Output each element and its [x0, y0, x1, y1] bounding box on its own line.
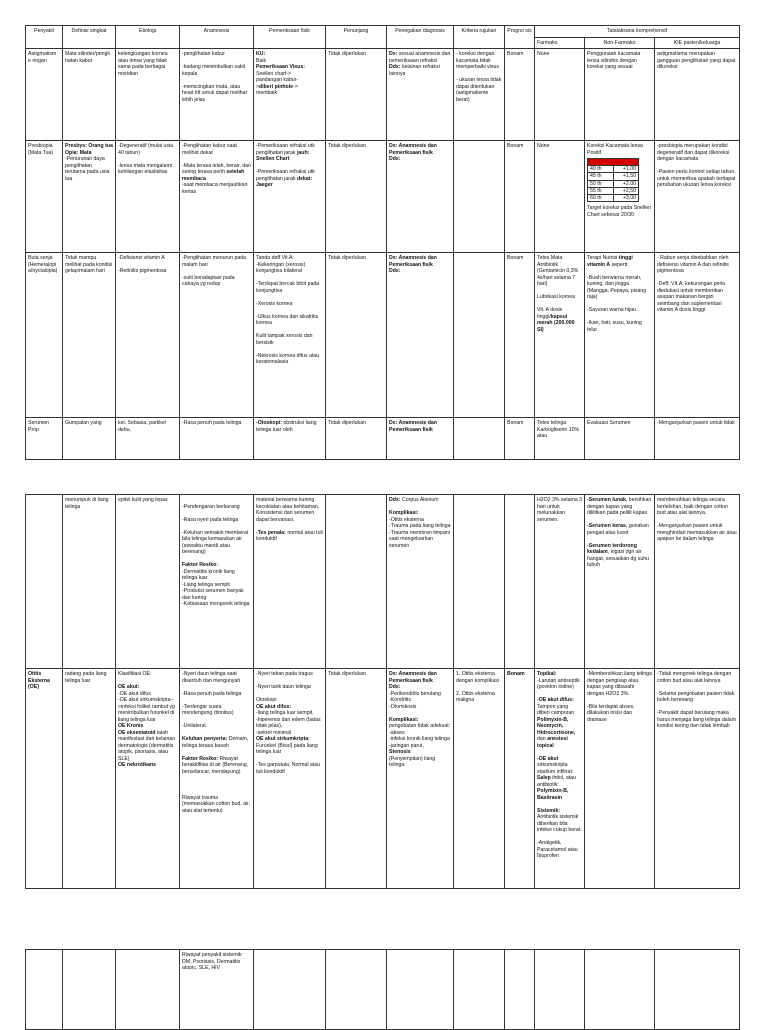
header-row [26, 26, 740, 38]
header-anamnesis: Anamnesis [180, 26, 254, 49]
header-prognosis: Progno sis [505, 26, 535, 49]
table-row [26, 253, 740, 418]
cell-prognosis: Bonam [505, 669, 535, 889]
table-row [26, 418, 740, 460]
cell-penunjang [326, 950, 387, 1030]
cell-penunjang: Tidak diperlukan [326, 49, 387, 141]
cell-penyakit: Presbiopia (Mata Tua) [26, 141, 63, 253]
cell-farmako: None [535, 49, 585, 141]
cell-penunjang: Tidak diperlukan [326, 253, 387, 418]
lens-row: 55 th +2,50 [588, 187, 639, 194]
cell-definisi: Gumpalan yang [63, 418, 116, 460]
cell-penegakan: Dx: Anamnesis dan Pemeriksaan fisik [387, 418, 454, 460]
cell-penegakan: Dx: Anamnesis dan Pemeriksaan fisik Ddx: [387, 253, 454, 418]
cell-penyakit [26, 495, 63, 669]
cell-farmako: H2O2 3% selama 3 hari untuk melunakkan serumen. [535, 495, 585, 669]
cell-non-farmako: Penggunaan kacamata lensa silindris dengan koreksi yang sesuai [585, 49, 655, 141]
cell-pemeriksaan-fisik: KU: Baik Pemeriksaan Visus: Snellen chart-> pandangan kabur- >diberi pinhole-> membaik [254, 49, 326, 141]
cell-prognosis: Bonam [505, 253, 535, 418]
cell-etiologi [116, 950, 180, 1030]
cell-etiologi: -Defisiensi vitamin A -Retinitis pigmentosa [116, 253, 180, 418]
cell-definisi: Mata silinder/pengli hatan kabur [63, 49, 116, 141]
cell-definisi: radang pada liang telinga luar [63, 669, 116, 889]
cell-non-farmako: Evakuasi Serumen [585, 418, 655, 460]
cell-kriteria [454, 495, 505, 669]
cell-penunjang [326, 495, 387, 669]
cell-prognosis [505, 950, 535, 1030]
table-page-1 [25, 25, 740, 460]
document [25, 25, 739, 1030]
cell-farmako: Tetes Mata Antibiotik (Gentamicin 0,3% 4x/hari selama 7 hari) Lubrikasi kornea Vit. A dosis tinggi/kapsul merah (200.000 SI) [535, 253, 585, 418]
page-break [25, 460, 739, 494]
cell-penyakit [26, 950, 63, 1030]
table-page-2 [25, 494, 740, 889]
header-penunjang: Penunjang [326, 26, 387, 49]
cell-pemeriksaan-fisik: material berwarna kuning kecoklatan atau kehitaman. Konsistensi dari serumen dapat bervariasi. -Tes penala: normal atau tuli konduktif [254, 495, 326, 669]
cell-farmako: Topikal: -Larutan antiseptik (povidon iodine) -OE akut difus: Tampon yang diberi campuran Polimyxin-B, Neomycin, Hidrocortisone, dan anestesi topical -OE akut sirkumskripta stadium infiltrat: Salep ihtiol, atau antibiotik: Polymixin-B, Basitrasin Sistemik: Antibiotik sistemik diberikan bila infeksi cukup berat. -Analgetik, Paracetamol atau Ibuprofen [535, 669, 585, 889]
cell-anamnesis: -Penglihatan menurun pada malam hari -sulit beradaptasi pada cahaya yg redup [180, 253, 254, 418]
cell-definisi: menumpuk di liang telinga [63, 495, 116, 669]
cell-kie: -Menganjurkan pasien untuk tidak [655, 418, 740, 460]
header-pemeriksaan-fisik: Pemeriksaan fisik [254, 26, 326, 49]
page-break [25, 889, 739, 949]
cell-pemeriksaan-fisik: -Otoskopi: obstruksi liang telinga luar oleh [254, 418, 326, 460]
cell-pemeriksaan-fisik: -Nyeri tekan pada tragus -Nyeri tarik daun telinga Otoskopi OE akut difus: -liang telinga luar sempit, -hiperemis dan edem (batas tidak jelas), -sekret minimal OE akut sirkumkripta: Furunkel (Bisul) pada liang telinga luar -Tes garputala: Normal atau tuli konduktif [254, 669, 326, 889]
cell-pemeriksaan-fisik: -Pemeriksaan refraksi utk penglihatan jarak jauh: Snellen Chart -Pemeriksaan refraksi utk penglihatan jarak dekat: Jaeger [254, 141, 326, 253]
cell-kie: - Rabun senja disebabkan oleh defisiensi vitamin A dan retinitis pigmentosa -Deff. VIt.A: kekurangan perlu diedukasi untuk memberikan asupan makanan bergizi seimbang dan suplementasi vitamin A dosis tinggi [655, 253, 740, 418]
cell-penegakan: Dx: sesuai anamnesis dan pemeriksaan refraksi Ddx: kelainan refraksi lainnya [387, 49, 454, 141]
header-kriteria: Kriteria rujukan [454, 26, 505, 49]
cell-anamnesis: -Rasa penuh pada telinga [180, 418, 254, 460]
cell-etiologi: kel. Sebasia, partikel debu, [116, 418, 180, 460]
cell-anamnesis: Riwayat penyakit sistemik: DM, Psoriasis, Dermatitis atopic, SLE, HIV [180, 950, 254, 1030]
cell-non-farmako [585, 141, 655, 253]
lens-row: 40 th +1,00 [588, 166, 639, 173]
cell-farmako: None [535, 141, 585, 253]
cell-penegakan [387, 950, 454, 1030]
table-row [26, 49, 740, 141]
table-row [26, 495, 740, 669]
header-penegakan: Penegakan diagnosis [387, 26, 454, 49]
cell-kriteria [454, 950, 505, 1030]
cell-kie [655, 950, 740, 1030]
table-page-3 [25, 949, 740, 1030]
header-farmako: Farmako [535, 37, 585, 49]
cell-farmako: Tetes telinga Karbogliserin 10% atau [535, 418, 585, 460]
cell-prognosis: Bonam [505, 141, 535, 253]
cell-etiologi: Klasifikasi OE: OE akut: -OE akut difus -OE akut sirkumskripta-- >infeksi folikel rambut yg menimbulkan furunkel di liang telinga luar OE Kronis OE eksematoid ialah manifestasi dari kelainan dermatologis (dermatitis atopik, psoriasis, atau SLE) OE nekrotikans [116, 669, 180, 889]
target-text: Target koreksi pada Snellen Chart sebesar 20/30 [587, 205, 652, 218]
cell-penyakit: Astigmatism e ringan [26, 49, 63, 141]
cell-penegakan: Ddx: Corpus Alienum Komplikasi: -Otitis eksterna -Trauma pada liang telinga -Trauma membran timpani saat mengeluarkan serumen [387, 495, 454, 669]
header-kie: KIE pasien/keluarga [655, 37, 740, 49]
header-penyakit: Penyakit [26, 26, 63, 49]
cell-kriteria [454, 141, 505, 253]
cell-prognosis: Bonam [505, 49, 535, 141]
cell-anamnesis: -Nyeri daun telinga saat disentuh dan mengunyah -Rasa penuh pada telinga -Terdengar suara mendengung (tinnitus) -Unilateral Keluhan penyerta: Demam, telinga terasa basah Faktor Resiko: Riwayat berakitifitas di air (Berenang, berselancar, mendayung) Riwayat trauma (memasukkan cotton bud, air, atau alat tertentu) [180, 669, 254, 889]
cell-etiologi: kelengkungan kornea atau lensa yang tidak sama pada berbagai meridian [116, 49, 180, 141]
cell-penyakit: Serumen Prop [26, 418, 63, 460]
cell-etiologi: -Degeneratif (mulai usia 40 tahun) -lensa mata mengalami kehilangan elastisitas [116, 141, 180, 253]
cell-kriteria [454, 253, 505, 418]
header-definisi: Definisi singkat [63, 26, 116, 49]
cell-kriteria [454, 418, 505, 460]
cell-penunjang: Tidak diperlukan [326, 141, 387, 253]
table-row [26, 141, 740, 253]
cell-penunjang: Tidak diperlukan [326, 669, 387, 889]
cell-anamnesis: -Pendengaran berkurang -Rasa nyeri pada telinga -Keluhan semakin memberat bila telinga kemasukan air (sewaktu mandi atau berenang) Faktor Resiko: -Dermatitis kronik liang telinga luar -Liang telinga sempit -Produksi serumen banyak dan kering -Kebiasaan mengorek telinga [180, 495, 254, 669]
lens-row [588, 159, 639, 166]
cell-kie: astigmatisma merupakan gangguan penglihatan yang dapat dikoreksi [655, 49, 740, 141]
cell-non-farmako: -Membersihkan liang telinga dengan pengisap atau kapas yang dibasahi dengan H2O2 3%. -Bila terdapat abses, dilakukan insisi dan drainase [585, 669, 655, 889]
cell-penyakit: Buta senja (Hemeralopi a/nyctalopia) [26, 253, 63, 418]
cell-kriteria: 1. Otitis eksterna dengan komplikasi 2. Otitis eksterna maligna [454, 669, 505, 889]
cell-prognosis [505, 495, 535, 669]
cell-pemeriksaan-fisik: Tanda deff Vit.A: -Kekeringan (xerosis) konjungtiva bilateral -Terdapat bercak bitot pada konjungtiva -Xerosis kornea -Ulkus kornea dan sikatriks kornea Kulit tampak xerosis dan bersisik -Nekrosis kornea difus atau keratomalasia [254, 253, 326, 418]
cell-farmako [535, 950, 585, 1030]
lens-table [587, 158, 639, 202]
cell-penegakan: Dx: Anamnesis dan Pemeriksaan fisik Ddx: [387, 141, 454, 253]
cell-definisi: Presbys: Orang tua Opia: Mata -Penurunan daya penglihatan terutama pada usia tua [63, 141, 116, 253]
header-tatalaksana: Tatalaksana komprehensif [535, 26, 740, 38]
cell-penyakit: Otitis Eksterna (OE) [26, 669, 63, 889]
cell-anamnesis: -penglihatan kabur -kadang menimbulkan sakit kepala -memicingkan mata, atau head tilt untuk dapat melihat lebih jelas [180, 49, 254, 141]
cell-kie: membersihkan telinga secara berlebihan, baik dengan cotton bud atau alat lainnya. -Menganjurkan pasien untuk menghindari memasukkan air atau apapun ke dalam telinga [655, 495, 740, 669]
cell-non-farmako: Terapi Nutrisi tinggi vitamin A seperti: -Buah berwarna merah, kuning, dan jingga (Mangga, Pepaya, pisang raja) -Sayuran warna hijau -Ikan, hati, susu, kuning telur [585, 253, 655, 418]
cell-penegakan: Dx: Anamnesis dan Pemeriksaan fisik Ddx: -Perikondritis berulang -Kondritis -Otomikosis Komplikasi: pengobatan tidak adekuat: -abses -infeksi kronik liang telinga -jaringan parut, Stenosis (Penyempitan) liang telinga [387, 669, 454, 889]
cell-definisi: Tidak mampu melihat pada kondisi gelap/malam hari [63, 253, 116, 418]
header-non-farmako: Non-Farmako [585, 37, 655, 49]
header-etiologi: Etiologi [116, 26, 180, 49]
table-row [26, 950, 740, 1030]
cell-non-farmako: -Serumen lunak, bersihkan dengan kapas yang dililitkan pada pelilit kapas -Serumen keras, gunakan pengait atau kuret -Serumen terdorong kedalam, irigasi dgn air hangat, sesuaikan dg suhu tubuh [585, 495, 655, 669]
cell-kie: -presbiopia merupakan kondisi degeneratif dan dapat dikoreksi dengan kacamata -Pasien perlu kontrol setiap tahun, untuk memeriksa apakah terdapat perubahan ukuran lensa koreksi [655, 141, 740, 253]
lens-row: 60 th +3,00 [588, 195, 639, 202]
cell-etiologi: epitel kulit yang lepas [116, 495, 180, 669]
cell-kriteria: - koreksi dengan kacamata tidak memperbaiki visus - ukuran lensa tidak dapat ditentukan (astigmatisme berat) [454, 49, 505, 141]
cell-definisi [63, 950, 116, 1030]
cell-non-farmako [585, 950, 655, 1030]
lens-row: 45 th +1,50 [588, 173, 639, 180]
table-row [26, 669, 740, 889]
cell-penunjang: Tidak diperlukan [326, 418, 387, 460]
lens-row: 50 th +2,00 [588, 180, 639, 187]
cell-kie: -Tidak mengorek telinga dengan cotton bud atau alat lainnya -Selama pengobatan pasien tidak boleh berenang -Penyakit dapat berulang maka harus menjaga liang telinga dalam kondisi kering dan tidak lembab [655, 669, 740, 889]
cell-prognosis: Bonam [505, 418, 535, 460]
cell-anamnesis: -Penglihatan kabur saat melihat dekat -Mata terasa lelah, berair, dan sering terasa perih setelah membaca -saat membaca menjauhkan kertas [180, 141, 254, 253]
cell-pemeriksaan-fisik [254, 950, 326, 1030]
lens-text: Koreksi Kacamata lensa Positif [587, 143, 643, 156]
